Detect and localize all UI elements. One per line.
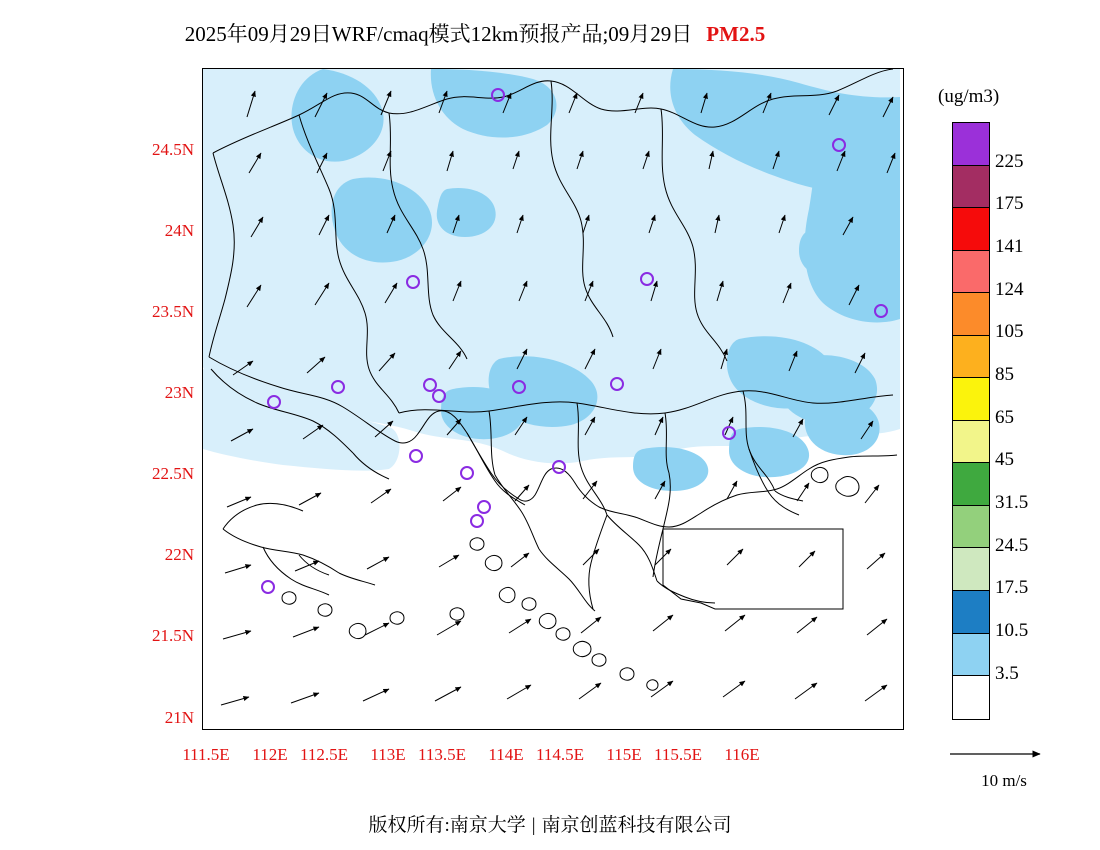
colorbar-unit-label: (ug/m3): [938, 86, 1000, 107]
colorbar-cell-31p5: [953, 463, 989, 506]
footer-separator: |: [531, 815, 536, 836]
colorbar-label-17p5: 17.5: [995, 577, 1029, 598]
xtick-113: 113E: [370, 745, 406, 764]
colorbar-label-45: 45: [995, 449, 1014, 470]
wind-scale-arrow-icon: [944, 742, 1054, 762]
xtick-113p5: 113.5E: [417, 745, 466, 764]
ytick-23p5: 23.5N: [151, 302, 194, 321]
colorbar-cell-175: [953, 166, 989, 209]
colorbar-cell-85: [953, 336, 989, 379]
xtick-116: 116E: [724, 745, 760, 764]
colorbar-cell-17p5: [953, 548, 989, 591]
ytick-22p5: 22.5N: [151, 464, 194, 483]
colorbar-label-105: 105: [995, 321, 1024, 342]
xtick-115p5: 115.5E: [653, 745, 702, 764]
colorbar-label-65: 65: [995, 407, 1014, 428]
colorbar-label-31p5: 31.5: [995, 492, 1029, 513]
xtick-112p5: 112.5E: [299, 745, 348, 764]
ytick-21p5: 21.5N: [151, 626, 194, 645]
ytick-24p5: 24.5N: [151, 140, 194, 159]
colorbar-label-141: 141: [995, 236, 1024, 257]
colorbar-cell-45: [953, 421, 989, 464]
xtick-111p5: 111.5E: [182, 745, 230, 764]
ytick-23: 23N: [164, 383, 194, 402]
colorbar-cell-124: [953, 251, 989, 294]
copyright-company: 南京创蓝科技有限公司: [541, 815, 732, 836]
colorbar-label-85: 85: [995, 364, 1014, 385]
colorbar-cell-3p5: [953, 634, 989, 677]
ytick-24: 24N: [164, 221, 194, 240]
copyright-owner: 版权所有:南京大学: [368, 815, 526, 836]
colorbar-cell-10p5: [953, 591, 989, 634]
colorbar-cell-225plus: [953, 123, 989, 166]
xtick-114: 114E: [488, 745, 524, 764]
chart-title: [0, 18, 950, 48]
colorbar-tick-labels: [995, 122, 1085, 718]
colorbar-label-3p5: 3.5: [995, 663, 1019, 684]
xtick-114p5: 114.5E: [535, 745, 584, 764]
colorbar-label-225: 225: [995, 151, 1024, 172]
colorbar-cell-24p5: [953, 506, 989, 549]
colorbar-cell-105: [953, 293, 989, 336]
colorbar-label-24p5: 24.5: [995, 535, 1029, 556]
colorbar-cell-141: [953, 208, 989, 251]
map-plot-area: [202, 68, 904, 730]
ytick-21: 21N: [164, 708, 194, 727]
colorbar-label-10p5: 10.5: [995, 620, 1029, 641]
xtick-115: 115E: [606, 745, 642, 764]
chart-title-species: PM2.5: [706, 22, 766, 46]
copyright-footer: [0, 810, 1100, 837]
colorbar-label-124: 124: [995, 279, 1024, 300]
wind-scale-label: 10 m/s: [981, 771, 1027, 790]
ytick-22: 22N: [164, 545, 194, 564]
colorbar-label-175: 175: [995, 193, 1024, 214]
xtick-112: 112E: [252, 745, 288, 764]
chart-title-main: 2025年09月29日WRF/cmaq模式12km预报产品;09月29日: [184, 22, 693, 46]
colorbar-cell-base: [953, 676, 989, 719]
wind-scale-key: [944, 742, 1064, 791]
colorbar: [952, 122, 990, 720]
colorbar-cell-65: [953, 378, 989, 421]
